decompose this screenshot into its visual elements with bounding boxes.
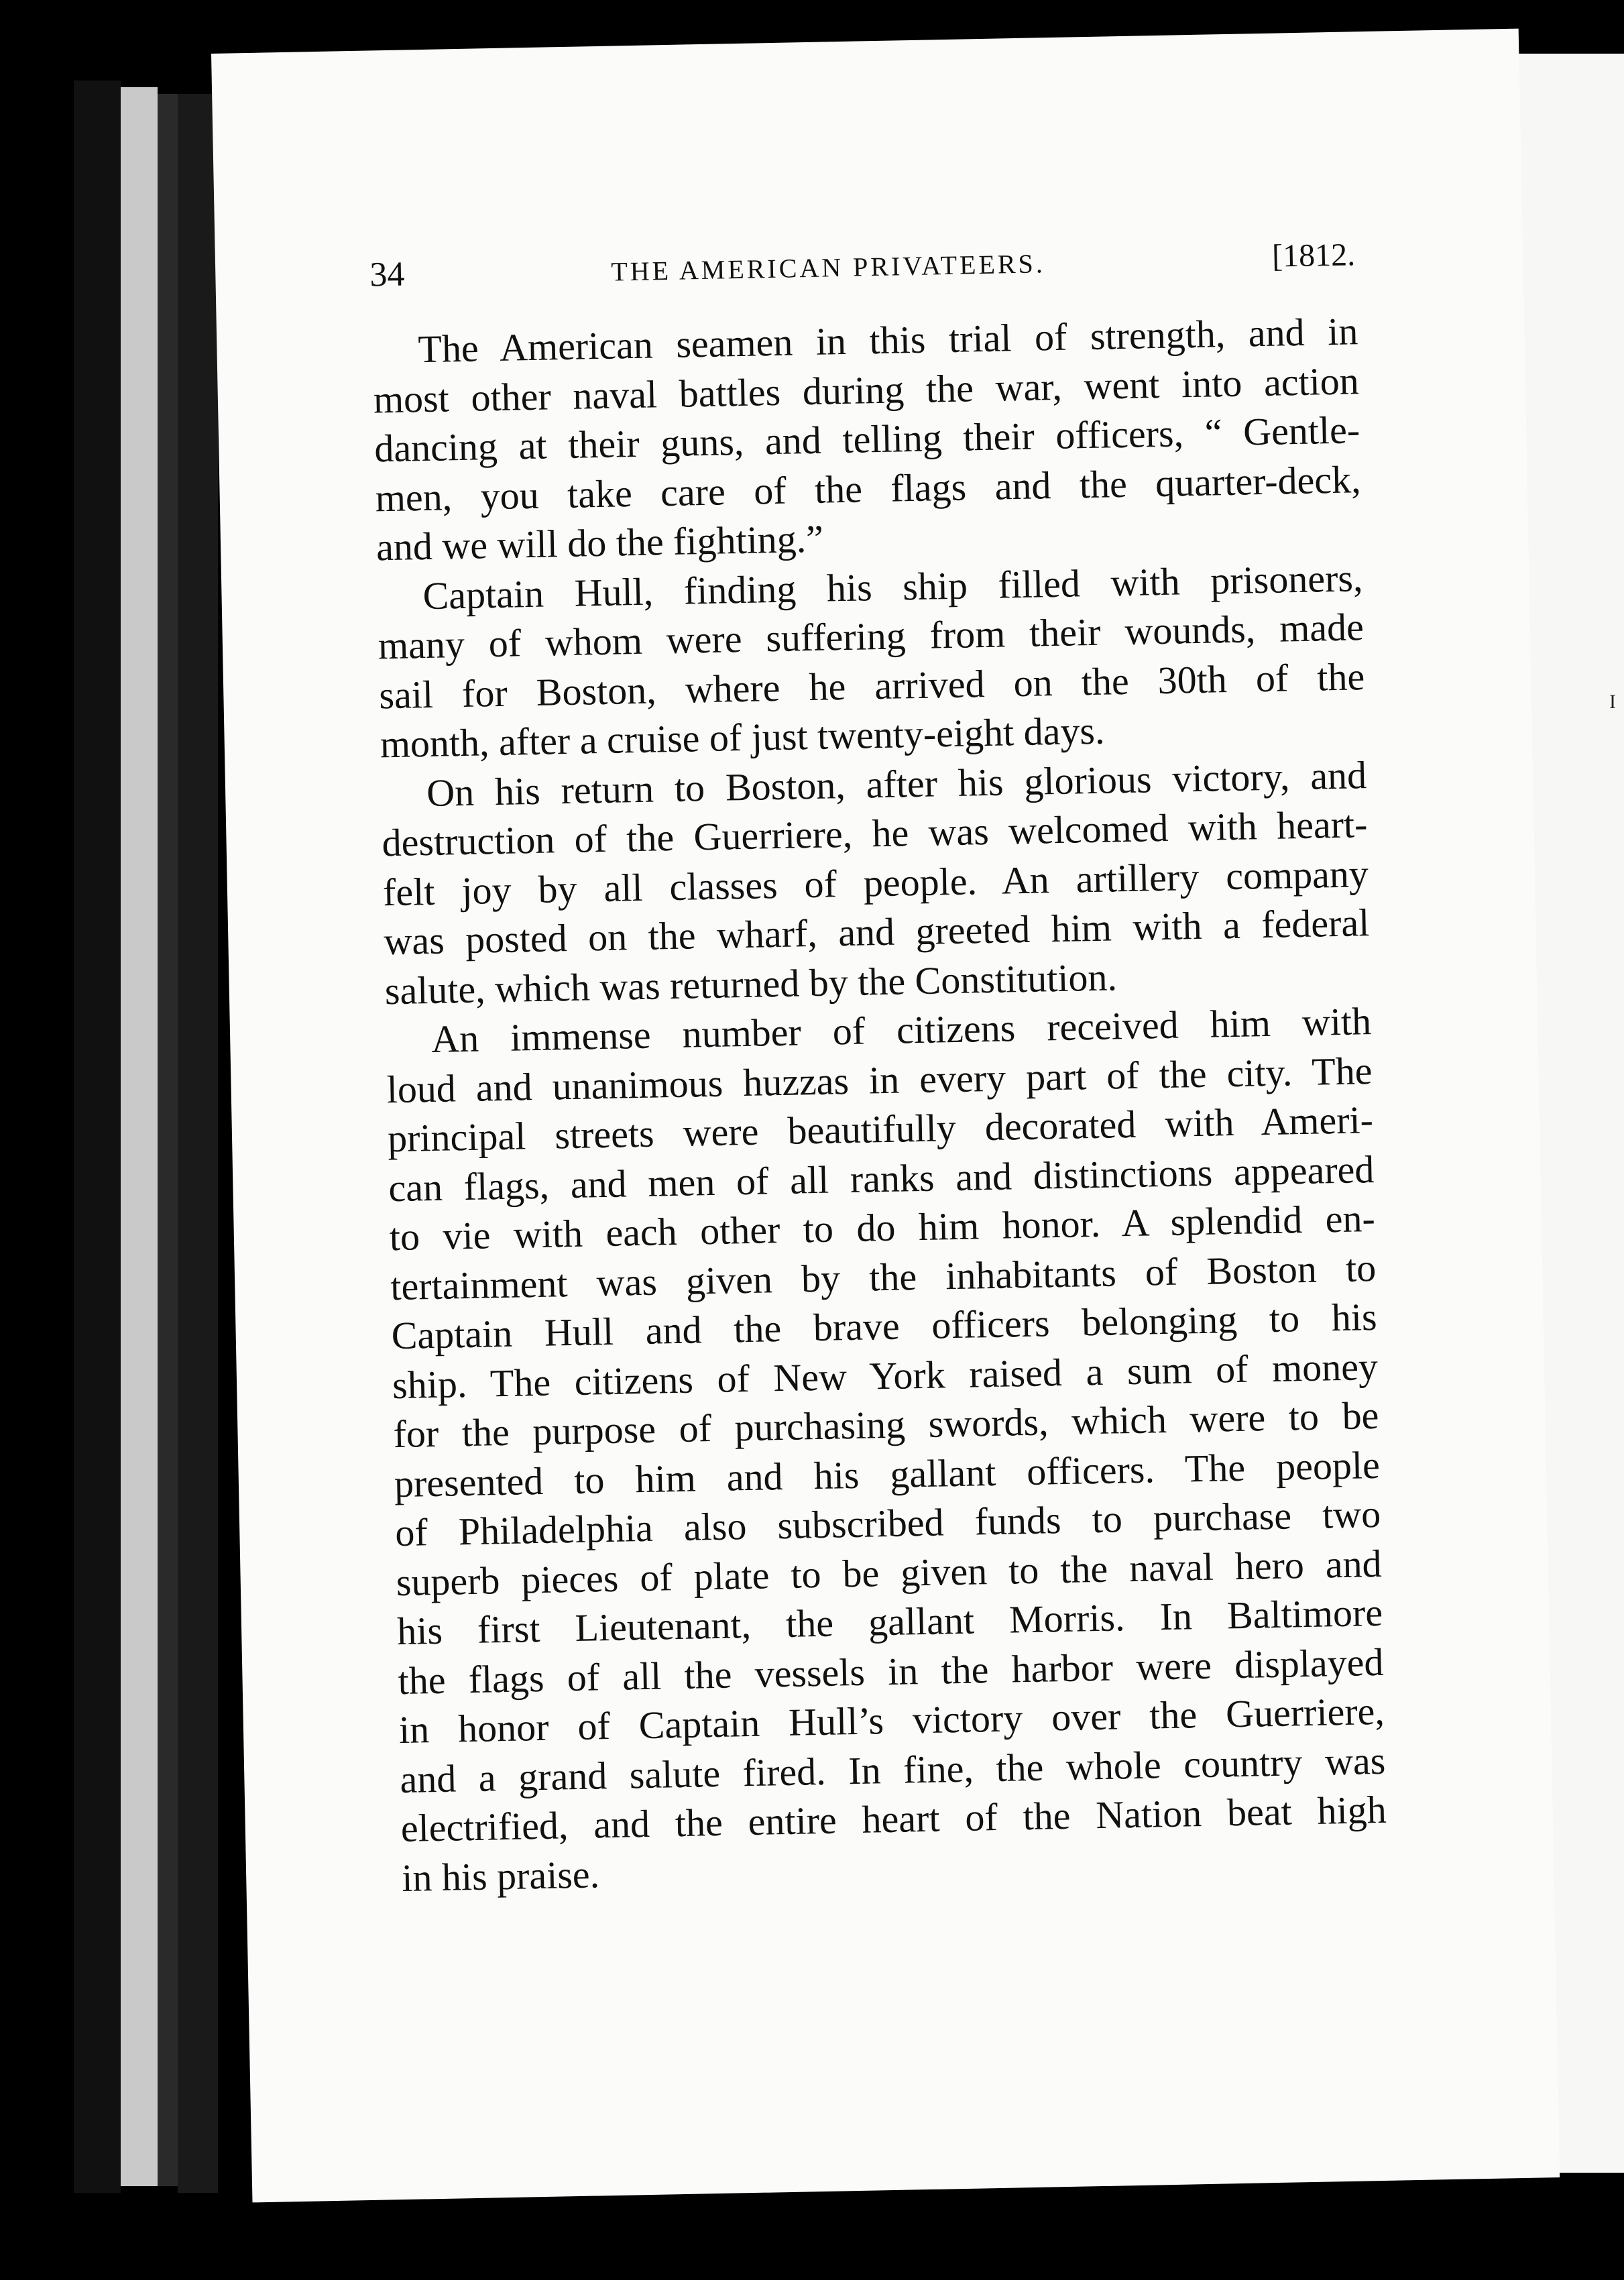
- text-line: On his return to Boston, after his glorious victory, and: [426, 752, 1367, 815]
- text-line: An immense number of citizens received him with: [430, 999, 1372, 1061]
- header-year: [1812.: [1271, 237, 1356, 274]
- text-line: loud and unanimous huzzas in every part of the city. The: [386, 1048, 1373, 1111]
- text-line: can flags, and men of all ranks and distinctions appeared: [388, 1147, 1375, 1210]
- text-line: to vie with each other to do him honor. A splendid en-: [389, 1196, 1376, 1259]
- text-line: in honor of Captain Hull’s victory over the Guerriere,: [398, 1689, 1385, 1752]
- text-line: and we will do the fighting.”: [375, 516, 824, 569]
- text-line: sail for Boston, where he arrived on the 30th of the: [378, 654, 1365, 717]
- page-header: [369, 236, 1356, 302]
- text-line: Captain Hull and the brave officers belonging to his: [391, 1294, 1378, 1358]
- body-text: [372, 306, 1388, 1902]
- text-line: salute, which was returned by the Constitution.: [384, 954, 1118, 1013]
- text-line: electrified, and the entire heart of the Nation beat high: [400, 1787, 1387, 1851]
- text-line: The American seamen in this trial of strength, and in: [417, 309, 1358, 372]
- page-gutter: [178, 94, 218, 2193]
- text-line: in his praise.: [401, 1851, 600, 1900]
- text-line: the flags of all the vessels in the harbor were displayed: [398, 1640, 1384, 1703]
- book-page: [211, 29, 1560, 2203]
- text-line: month, after a cruise of just twenty-eight days.: [380, 708, 1106, 766]
- text-line: principal streets were beautifully decorated with Ameri-: [387, 1098, 1374, 1161]
- text-line: tertainment was given by the inhabitants of Boston to: [390, 1245, 1377, 1308]
- running-title: THE AMERICAN PRIVATEERS.: [610, 248, 1046, 287]
- text-line: men, you take care of the flags and the quarter-deck,: [375, 457, 1362, 520]
- text-line: dancing at their guns, and telling their officers, “ Gentle-: [373, 408, 1360, 471]
- page-stack-shadow: [158, 94, 178, 2186]
- text-line: most other naval battles during the war, went into action: [373, 358, 1360, 421]
- text-line: destruction of the Guerriere, he was welcomed with heart-: [382, 802, 1368, 865]
- facing-page-edge-mark: I: [1609, 691, 1616, 713]
- text-line: was posted on the wharf, and greeted him with a federal: [383, 901, 1370, 964]
- text-line: ship. The citizens of New York raised a sum of money: [392, 1344, 1379, 1407]
- text-line: felt joy by all classes of people. An artillery company: [382, 851, 1369, 914]
- page-stack-edge: [121, 87, 158, 2186]
- page-number: 34: [369, 255, 405, 294]
- text-line: and a grand salute fired. In fine, the whole country was: [399, 1738, 1386, 1801]
- text-line: presented to him and his gallant officers. The people: [394, 1442, 1381, 1505]
- text-line: for the purpose of purchasing swords, which were to be: [392, 1393, 1379, 1457]
- text-line: many of whom were suffering from their wounds, made: [378, 605, 1365, 668]
- text-line: his first Lieutenant, the gallant Morris. In Baltimore: [396, 1590, 1383, 1654]
- text-line: Captain Hull, finding his ship filled with prisoners,: [422, 555, 1363, 618]
- text-line: of Philadelphia also subscribed funds to purchase two: [394, 1491, 1381, 1555]
- text-line: superb pieces of plate to be given to the naval hero and: [396, 1541, 1383, 1604]
- book-spine: [74, 80, 121, 2193]
